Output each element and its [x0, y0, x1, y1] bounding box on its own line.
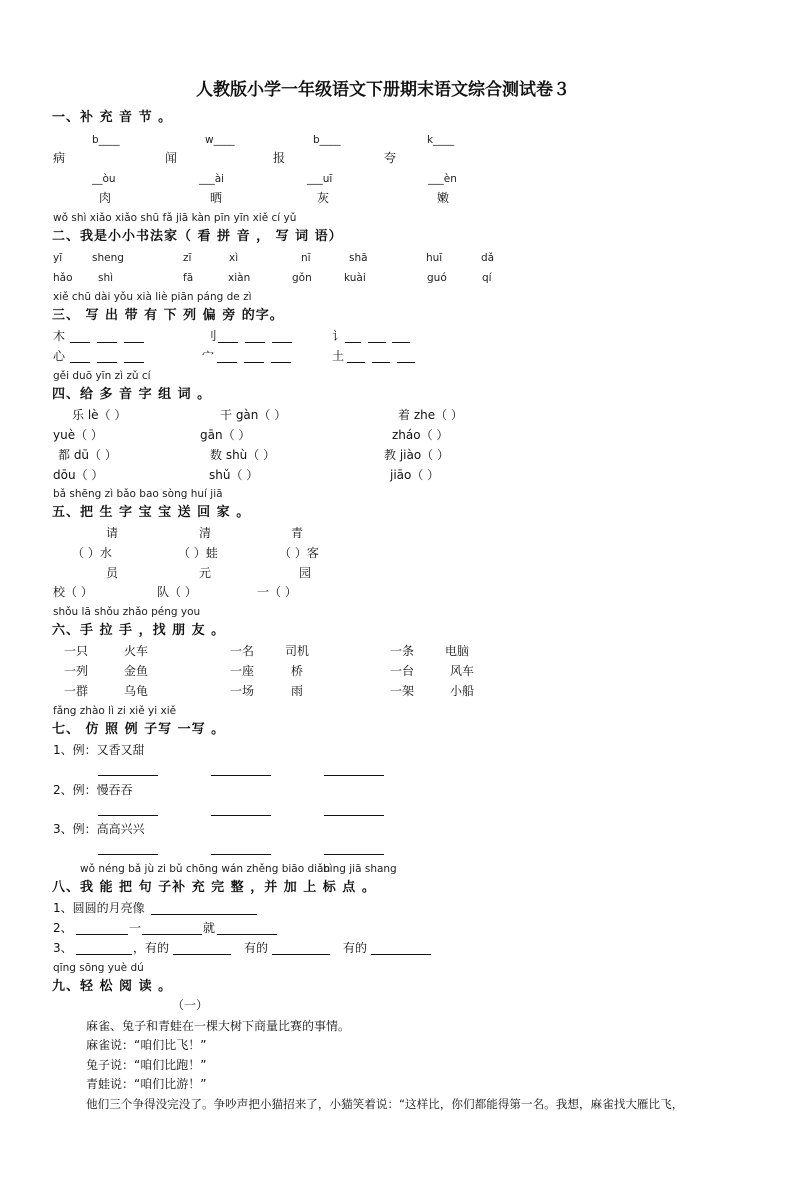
- answer-line: [272, 342, 292, 343]
- answer-line: [324, 775, 384, 776]
- polyphone-item: zháo（ ）: [392, 428, 449, 442]
- sentence-3: ，有的: [133, 941, 170, 955]
- answer-line: [211, 815, 271, 816]
- pinyin-line-9: qīng sōng yuè dú: [53, 962, 144, 974]
- s2-pinyin: dǎ: [481, 252, 495, 264]
- s1-char: 病: [53, 151, 66, 165]
- measure-word: 一座: [230, 664, 255, 678]
- answer-line: [211, 775, 271, 776]
- s2-pinyin: qí: [482, 272, 492, 284]
- reading-paragraph: 青蛙说：“咱们比游！”: [86, 1077, 207, 1091]
- answer-line: [151, 914, 257, 915]
- answer-line: [345, 342, 361, 343]
- answer-line: [124, 342, 144, 343]
- s1-row1-blank: k____: [427, 134, 455, 146]
- section-4-heading: 四、给 多 音 字 组 词 。: [52, 387, 212, 402]
- radical: 木: [53, 329, 66, 343]
- measure-word: 一群: [64, 684, 89, 698]
- reading-paragraph: 兔子说：“咱们比跑！”: [86, 1058, 207, 1072]
- s2-pinyin: hǎo: [53, 272, 73, 284]
- s2-pinyin: xiàn: [228, 272, 251, 284]
- answer-line: [245, 342, 265, 343]
- s1-row3-blank: ___ài: [199, 173, 225, 185]
- measure-word: 一只: [64, 644, 89, 658]
- answer-line: [218, 342, 238, 343]
- section-7-heading: 七、 仿 照 例 子写 一写 。: [52, 722, 226, 737]
- answer-line: [217, 934, 277, 935]
- s2-pinyin: guó: [427, 272, 447, 284]
- s2-pinyin: shì: [98, 272, 114, 284]
- answer-line: [124, 362, 144, 363]
- s1-row1-blank: b____: [92, 134, 120, 146]
- s1-row3-blank: ___uī: [307, 173, 333, 185]
- section-5-heading: 五、把 生 字 宝 宝 送 回 家 。: [52, 505, 251, 520]
- s2-pinyin: huī: [426, 252, 443, 264]
- s2-pinyin: gǒn: [292, 272, 312, 284]
- answer-line: [368, 342, 386, 343]
- answer-line: [76, 934, 128, 935]
- polyphone-item: 乐 lè（ ）: [72, 408, 127, 422]
- reading-paragraph: 麻雀说：“咱们比飞！”: [86, 1038, 207, 1052]
- example-2: 2、例：慢吞吞: [53, 783, 133, 797]
- sentence-2: 一: [129, 921, 142, 935]
- answer-line: [97, 342, 117, 343]
- answer-line: [98, 815, 158, 816]
- answer-line: [70, 362, 90, 363]
- radical: 宀: [202, 349, 215, 363]
- reading-paragraph: 麻雀、兔子和青蛙在一棵大树下商量比赛的事情。: [86, 1019, 351, 1033]
- answer-line: [98, 775, 158, 776]
- answer-line: [392, 342, 410, 343]
- answer-line: [98, 854, 158, 855]
- noun: 电脑: [445, 644, 470, 658]
- noun: 司机: [285, 644, 310, 658]
- answer-line: [324, 854, 384, 855]
- radical: 土: [332, 349, 345, 363]
- s2-pinyin: shā: [349, 252, 368, 264]
- measure-word: 一场: [230, 684, 255, 698]
- s1-char: 肉: [99, 191, 112, 205]
- s1-char: 闻: [165, 151, 178, 165]
- s5-char: 清: [199, 526, 212, 540]
- answer-line: [372, 362, 390, 363]
- polyphone-item: dōu（ ）: [53, 468, 104, 482]
- pinyin-line-7: fǎng zhào lì zi xiě yi xiě: [53, 705, 177, 717]
- sentence-3: 有的: [343, 941, 368, 955]
- pinyin-line-6: shǒu lā shǒu zhǎo péng you: [53, 606, 201, 618]
- sentence-3: 3、: [53, 941, 73, 955]
- pinyin-line-8: wǒ néng bǎ jù zi bǔ chōng wán zhěng biāo diǎn: [80, 863, 331, 875]
- polyphone-item: 着 zhe（ ）: [398, 408, 463, 422]
- noun: 火车: [124, 644, 149, 658]
- noun: 雨: [291, 684, 304, 698]
- s5-char: 请: [106, 526, 119, 540]
- example-3: 3、例：高高兴兴: [53, 822, 145, 836]
- polyphone-item: shǔ（ ）: [209, 468, 259, 482]
- s1-row1-blank: b____: [313, 134, 341, 146]
- radical: 心: [53, 349, 66, 363]
- s5-blank: 校（ ）: [53, 585, 93, 599]
- measure-word: 一台: [390, 664, 415, 678]
- answer-line: [173, 954, 231, 955]
- s5-char: 青: [291, 526, 304, 540]
- s1-char: 夸: [384, 151, 397, 165]
- answer-line: [324, 815, 384, 816]
- section-9-heading: 九、轻 松 阅 读 。: [52, 979, 173, 994]
- polyphone-item: 都 dū（ ）: [58, 448, 117, 462]
- s2-pinyin: fā: [183, 272, 194, 284]
- measure-word: 一列: [64, 664, 89, 678]
- section-8-heading: 八、我 能 把 句 子补 充 完 整 ，并 加 上 标 点 。: [52, 880, 376, 895]
- answer-line: [76, 954, 132, 955]
- answer-line: [347, 362, 365, 363]
- s1-row1-blank: w____: [205, 134, 235, 146]
- measure-word: 一条: [390, 644, 415, 658]
- answer-line: [70, 342, 90, 343]
- s5-blank: 队（ ）: [157, 585, 197, 599]
- answer-line: [271, 362, 291, 363]
- pinyin-line-2: wǒ shì xiǎo xiǎo shū fǎ jiā kàn pīn yīn xiě cí yǔ: [53, 212, 297, 224]
- sentence-1: 1、圆圆的月亮像: [53, 901, 145, 915]
- answer-line: [217, 362, 237, 363]
- section-3-heading: 三、 写 出 带 有 下 列 偏 旁 的字。: [52, 308, 284, 323]
- s2-pinyin: yī: [53, 252, 63, 264]
- page-title: 人教版小学一年级语文下册期末语文综合测试卷３: [196, 80, 570, 100]
- sentence-2: 2、: [53, 921, 73, 935]
- s1-char: 晒: [210, 191, 223, 205]
- s5-char: 元: [199, 566, 212, 580]
- s2-pinyin: xì: [229, 252, 239, 264]
- pinyin-line-5: bǎ shēng zì bǎo bao sòng huí jiā: [53, 488, 223, 500]
- s5-char: 园: [299, 566, 312, 580]
- s5-blank: （ ）水: [72, 546, 112, 560]
- answer-line: [272, 954, 330, 955]
- radical: 刂: [205, 329, 218, 343]
- pinyin-line-8b: bìng jiā shang: [323, 863, 397, 875]
- s1-char: 嫩: [437, 191, 450, 205]
- noun: 乌龟: [124, 684, 149, 698]
- polyphone-item: gān（ ）: [200, 428, 251, 442]
- s1-char: 报: [273, 151, 286, 165]
- sentence-2: 就: [203, 921, 216, 935]
- section-2-heading: 二、我是小小书法家（ 看 拼 音 ， 写 词 语）: [52, 229, 343, 244]
- polyphone-item: 数 shù（ ）: [210, 448, 276, 462]
- noun: 桥: [291, 664, 304, 678]
- noun: 小船: [450, 684, 475, 698]
- pinyin-line-3: xiě chū dài yǒu xià liè piān páng de zì: [53, 291, 252, 303]
- measure-word: 一名: [230, 644, 255, 658]
- reading-part-label: （一）: [172, 998, 209, 1012]
- s5-blank: （ ）客: [279, 546, 319, 560]
- s5-char: 员: [106, 566, 119, 580]
- s2-pinyin: zī: [183, 252, 192, 264]
- polyphone-item: jiāo（ ）: [390, 468, 440, 482]
- s5-blank: 一（ ）: [257, 585, 297, 599]
- answer-line: [97, 362, 117, 363]
- s1-row3-blank: ___èn: [428, 173, 457, 185]
- answer-line: [371, 954, 431, 955]
- s2-pinyin: nī: [301, 252, 311, 264]
- answer-line: [211, 854, 271, 855]
- s5-blank: （ ）蛙: [178, 546, 218, 560]
- sentence-3: 有的: [244, 941, 269, 955]
- s2-pinyin: kuài: [344, 272, 366, 284]
- noun: 风车: [450, 664, 475, 678]
- noun: 金鱼: [124, 664, 149, 678]
- section-1-heading: 一、补 充 音 节 。: [52, 110, 173, 125]
- polyphone-item: 干 gàn（ ）: [220, 408, 287, 422]
- measure-word: 一架: [390, 684, 415, 698]
- s1-char: 灰: [317, 191, 330, 205]
- reading-paragraph: 他们三个争得没完没了。争吵声把小猫招来了，小猫笑着说：“这样比，你们都能得第一名。我想，麻雀找大雁比飞，: [86, 1097, 684, 1111]
- section-6-heading: 六、手 拉 手 ，找 朋 友 。: [52, 623, 226, 638]
- answer-line: [142, 934, 202, 935]
- answer-line: [397, 362, 415, 363]
- polyphone-item: yuè（ ）: [53, 428, 103, 442]
- polyphone-item: 教 jiào（ ）: [384, 448, 449, 462]
- pinyin-line-4: gěi duō yīn zì zǔ cí: [53, 370, 151, 382]
- s2-pinyin: sheng: [92, 252, 124, 264]
- radical: 讠: [332, 329, 345, 343]
- example-1: 1、例：又香又甜: [53, 743, 145, 757]
- s1-row3-blank: __òu: [92, 173, 116, 185]
- answer-line: [244, 362, 264, 363]
